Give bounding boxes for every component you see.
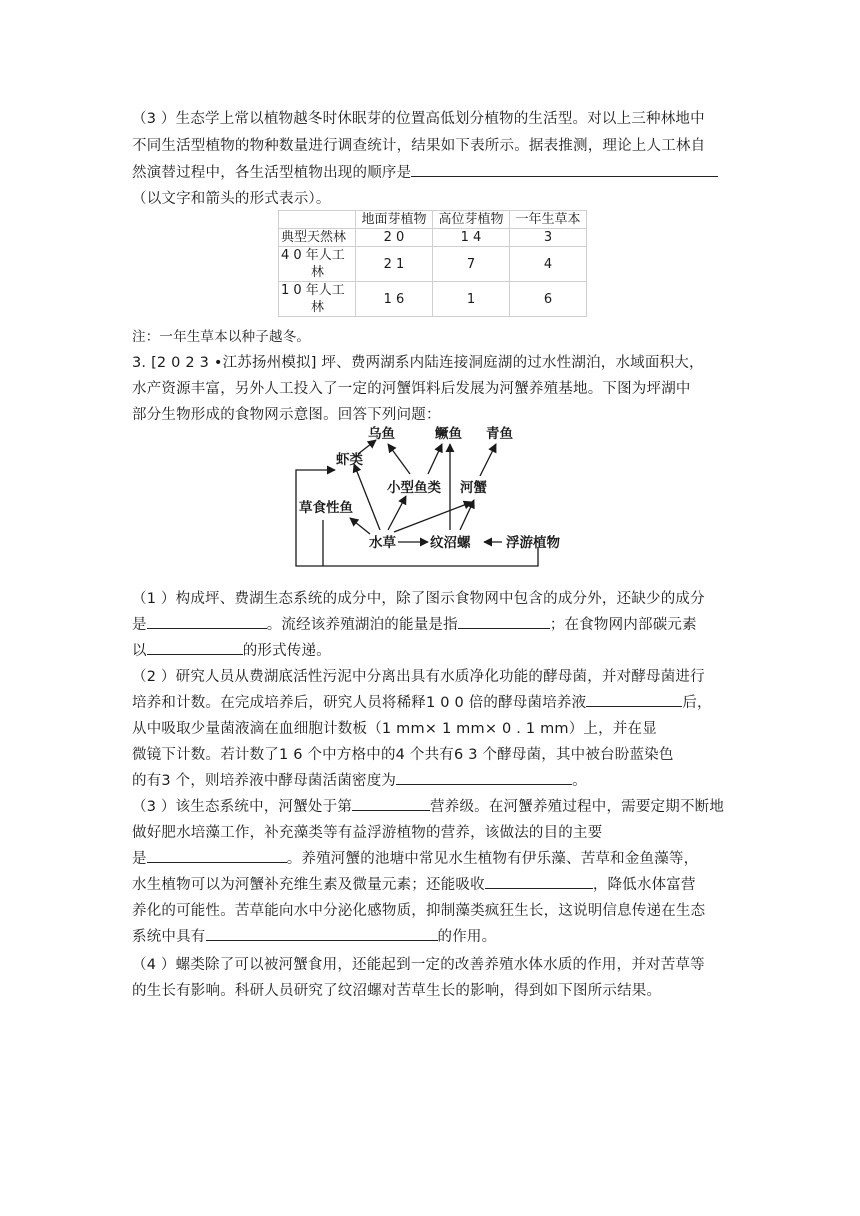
- arrow-xiaoxing-to-wuyu: [388, 444, 410, 474]
- answer-blank[interactable]: [485, 872, 593, 889]
- text-line: [132, 612, 697, 638]
- question-source: [2 0 2 3 •江苏扬州模拟]: [151, 355, 317, 371]
- text-segment: 水生植物可以为河蟹补充维生素及微量元素；还能吸收: [132, 877, 485, 893]
- question-number: 3.: [132, 355, 147, 371]
- arrow-shuicao-to-xiaoxing: [388, 496, 406, 530]
- arrow-shuicao-to-caoshi: [350, 518, 370, 534]
- text-line: [132, 768, 587, 794]
- node-guiyu: 鳜鱼: [435, 426, 462, 442]
- table-header-cell: [279, 211, 356, 229]
- table-header-row: [279, 211, 587, 229]
- text-line: [132, 350, 704, 376]
- text-line: （2 ）研究人员从费湖底活性污泥中分离出具有水质净化功能的酵母菌，并对酵母菌进行: [132, 669, 705, 685]
- table-note: 注：一年生草本以种子越冬。: [132, 329, 311, 345]
- table-row-label: 典型天然林: [279, 229, 356, 247]
- text-line: 的生长有影响。科研人员研究了纹沼螺对苦草生长的影响，得到如下图所示结果。: [132, 983, 662, 999]
- text-line: 水产资源丰富，另外人工投入了一定的河蟹饵料后发展为河蟹养殖基地。下图为坪湖中: [132, 381, 691, 397]
- text-line: （4 ）螺类除了可以被河蟹食用，还能起到一定的改善养殖水体水质的作用，并对苦草等: [132, 957, 705, 973]
- text-line: 不同生活型植物的物种数量进行调查统计，结果如下表所示。据表推测，理论上人工林自: [132, 138, 706, 154]
- text-segment: 是: [132, 851, 147, 867]
- text-line: [132, 872, 696, 898]
- text-line: （以文字和箭头的形式表示）。: [132, 191, 331, 207]
- text-line: 做好肥水培藻工作，补充藻类等有益浮游植物的营养，该做法的目的主要: [132, 825, 603, 841]
- text-segment: 。流经该养殖湖泊的能量是指: [266, 617, 458, 633]
- text-segment: 后，: [682, 695, 712, 711]
- node-qingyu: 青鱼: [486, 426, 513, 442]
- text-segment: 坪、费两湖系内陆连接洞庭湖的过水性湖泊，水域面积大，: [321, 355, 704, 371]
- table-cell: 6: [510, 282, 587, 317]
- arrow-hexie-to-qingyu: [480, 444, 496, 476]
- table-cell: 3: [510, 229, 587, 247]
- text-segment: 的形式传递。: [242, 643, 331, 659]
- table-header-cell: 一年生草本: [510, 211, 587, 229]
- answer-blank[interactable]: [206, 924, 438, 941]
- node-wuyu: 乌鱼: [368, 426, 395, 442]
- text-segment: 是: [132, 617, 147, 633]
- text-line: [132, 846, 698, 872]
- answer-blank[interactable]: [352, 794, 430, 811]
- text-segment: 然演替过程中，各生活型植物出现的顺序是: [132, 165, 412, 181]
- answer-blank[interactable]: [147, 612, 267, 629]
- text-line: 部分生物形成的食物网示意图。回答下列问题：: [132, 407, 441, 423]
- row-label-part: 林: [311, 300, 325, 315]
- table-cell: 7: [433, 247, 510, 282]
- text-line: 微镜下计数。若计数了1 6 个中方格中的4 个共有6 3 个酵母菌，其中被台盼蓝染色: [132, 747, 674, 763]
- node-xiaoxing: 小型鱼类: [387, 480, 441, 496]
- table-cell: 2 1: [356, 247, 433, 282]
- table-cell: 1: [433, 282, 510, 317]
- node-shuicao: 水草: [369, 535, 396, 551]
- text-segment: ，降低水体富营: [592, 877, 696, 893]
- food-web-diagram: [290, 422, 580, 570]
- answer-blank[interactable]: [396, 768, 572, 785]
- text-segment: 的作用。: [437, 929, 497, 945]
- answer-blank[interactable]: [147, 846, 287, 863]
- table-cell: 1 4: [433, 229, 510, 247]
- table-row-label: [279, 247, 356, 282]
- text-segment: 。: [572, 773, 587, 789]
- answer-blank[interactable]: [411, 160, 718, 177]
- text-line: [132, 638, 331, 664]
- row-label-part: 1 0 年人工: [281, 283, 345, 298]
- text-segment: ；在食物网内部碳元素: [549, 617, 697, 633]
- text-segment: 培养和计数。在完成培养后，研究人员将稀释1 0 0 倍的酵母菌培养液: [132, 695, 587, 711]
- node-xialei: 虾类: [336, 452, 363, 468]
- table-header-cell: 地面芽植物: [356, 211, 433, 229]
- node-fuyou: 浮游植物: [506, 535, 560, 551]
- text-line: [132, 160, 718, 186]
- table-row: [279, 282, 587, 317]
- row-label-part: 林: [311, 265, 325, 280]
- text-line: [132, 924, 496, 950]
- text-segment: 的有3 个，则培养液中酵母菌活菌密度为: [132, 773, 397, 789]
- table-row: [279, 229, 587, 247]
- table-row: [279, 247, 587, 282]
- table-header-cell: 高位芽植物: [433, 211, 510, 229]
- node-caoshi: 草食性鱼: [299, 500, 353, 516]
- life-form-table: [278, 210, 587, 317]
- text-line: 养化的可能性。苦草能向水中分泌化感物质，抑制藻类疯狂生长，这说明信息传递在生态: [132, 903, 706, 919]
- answer-blank[interactable]: [147, 638, 243, 655]
- text-segment: 。养殖河蟹的池塘中常见水生植物有伊乐藻、苦草和金鱼藻等，: [286, 851, 699, 867]
- node-wenzhaoluo: 纹沼螺: [430, 535, 471, 551]
- arrow-shuicao-to-hexie: [394, 502, 472, 532]
- text-segment: 营养级。在河蟹养殖过程中，需要定期不断地: [430, 799, 725, 815]
- text-segment: （3 ）该生态系统中，河蟹处于第: [132, 799, 353, 815]
- row-label-part: 4 0 年人工: [281, 248, 345, 263]
- arrow-xiaoxing-to-guiyu: [428, 444, 442, 474]
- text-line: [132, 794, 724, 820]
- table-row-label: [279, 282, 356, 317]
- answer-blank[interactable]: [458, 612, 550, 629]
- arrow-shuicao-to-xialei: [354, 464, 380, 530]
- table-cell: 1 6: [356, 282, 433, 317]
- text-segment: 以: [132, 643, 147, 659]
- table-cell: 2 0: [356, 229, 433, 247]
- text-segment: 系统中具有: [132, 929, 206, 945]
- text-line: 从中吸取少量菌液滴在血细胞计数板（1 mm× 1 mm× 0 . 1 mm）上，并在显: [132, 721, 657, 737]
- answer-blank[interactable]: [586, 690, 682, 707]
- node-hexie: 河蟹: [460, 480, 487, 496]
- table-cell: 4: [510, 247, 587, 282]
- text-line: （3 ）生态学上常以植物越冬时休眠芽的位置高低划分植物的生活型。对以上三种林地中: [132, 111, 705, 127]
- text-line: （1 ）构成坪、费湖生态系统的成分中，除了图示食物网中包含的成分外，还缺少的成分: [132, 591, 705, 607]
- text-line: [132, 690, 712, 716]
